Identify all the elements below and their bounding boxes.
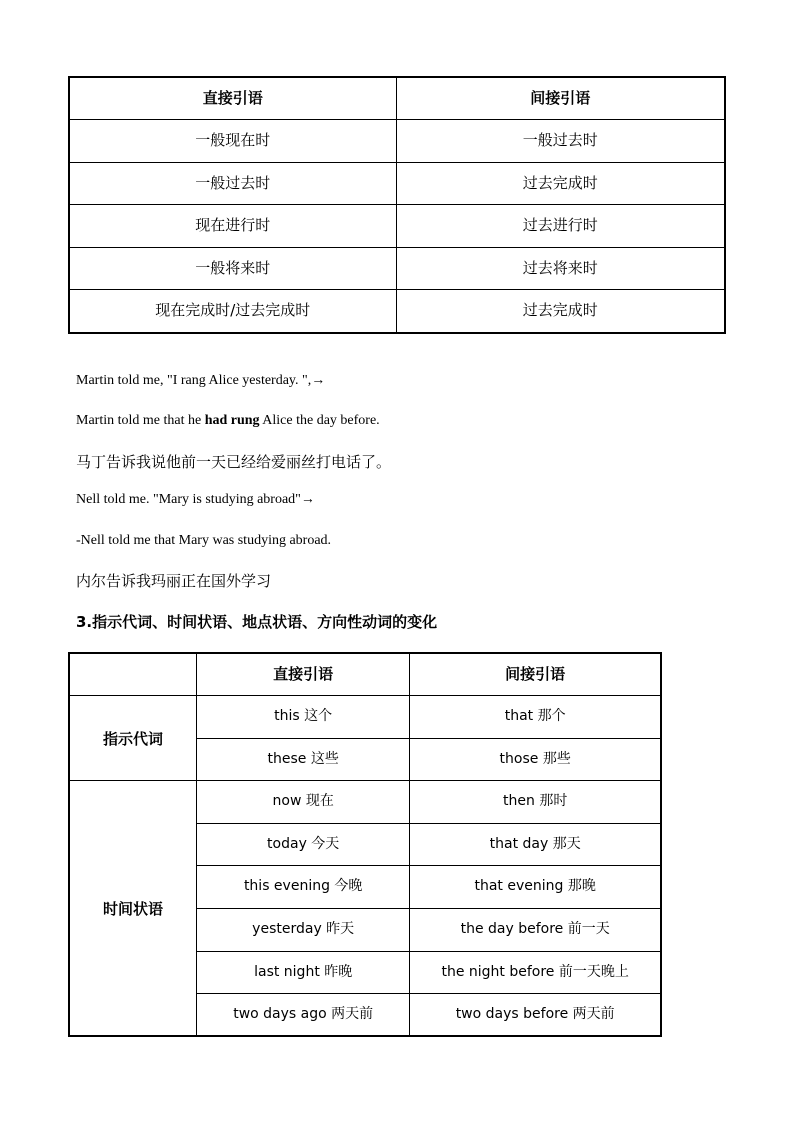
table-cell: these 这些 <box>197 738 410 781</box>
example-2-indirect: -Nell told me that Mary was studying abroad. <box>76 533 332 548</box>
header-indirect-speech: 间接引语 <box>410 653 661 696</box>
table-cell: this 这个 <box>197 696 410 739</box>
table-cell: yesterday 昨天 <box>197 909 410 952</box>
table-cell: 一般现在时 <box>69 120 396 163</box>
example-1-indirect-emphasis: had rung <box>204 413 260 428</box>
example-1-direct: Martin told me, "I rang Alice yesterday. ",→ <box>76 373 326 388</box>
table-row <box>69 120 725 163</box>
table-cell: that evening 那晚 <box>410 866 661 909</box>
header-direct-speech: 直接引语 <box>69 77 396 120</box>
category-demonstrative-pronoun: 指示代词 <box>69 696 197 781</box>
example-1-indirect-pre: Martin told me that he <box>76 413 205 428</box>
table-cell: this evening 今晚 <box>197 866 410 909</box>
header-blank <box>69 653 197 696</box>
table-row <box>69 290 725 333</box>
table-cell: that day 那天 <box>410 823 661 866</box>
table-cell: that 那个 <box>410 696 661 739</box>
tense-change-table <box>68 76 726 334</box>
table-cell: 现在完成时/过去完成时 <box>69 290 396 333</box>
table-cell: today 今天 <box>197 823 410 866</box>
table-cell: 过去完成时 <box>396 162 725 205</box>
table-cell: two days before 两天前 <box>410 994 661 1037</box>
table-row <box>69 247 725 290</box>
table-cell: then 那时 <box>410 781 661 824</box>
table-cell: those 那些 <box>410 738 661 781</box>
table-cell: two days ago 两天前 <box>197 994 410 1037</box>
table-cell: 一般将来时 <box>69 247 396 290</box>
table-cell: now 现在 <box>197 781 410 824</box>
table-cell: 一般过去时 <box>69 162 396 205</box>
example-2-direct: Nell told me. "Mary is studying abroad"→ <box>76 492 315 507</box>
table-cell: 现在进行时 <box>69 205 396 248</box>
table-cell: 过去进行时 <box>396 205 725 248</box>
table-cell: 过去完成时 <box>396 290 725 333</box>
table-cell: 一般过去时 <box>396 120 725 163</box>
word-change-table <box>68 652 662 1037</box>
table-cell: the night before 前一天晚上 <box>410 951 661 994</box>
example-2-translation: 内尔告诉我玛丽正在国外学习 <box>76 572 272 590</box>
table-row <box>69 696 661 739</box>
table-header-row <box>69 77 725 120</box>
example-1-translation: 马丁告诉我说他前一天已经给爱丽丝打电话了。 <box>76 453 392 471</box>
table-row <box>69 781 661 824</box>
table-row <box>69 162 725 205</box>
table-header-row <box>69 653 661 696</box>
header-direct-speech: 直接引语 <box>197 653 410 696</box>
category-time-adverbial: 时间状语 <box>69 781 197 1037</box>
header-indirect-speech: 间接引语 <box>396 77 725 120</box>
example-1-indirect <box>76 413 380 429</box>
example-1-indirect-post: Alice the day before. <box>259 413 380 428</box>
table-cell: 过去将来时 <box>396 247 725 290</box>
table-cell: the day before 前一天 <box>410 909 661 952</box>
table-cell: last night 昨晚 <box>197 951 410 994</box>
table-row <box>69 205 725 248</box>
section-heading: 3.指示代词、时间状语、地点状语、方向性动词的变化 <box>76 613 438 631</box>
